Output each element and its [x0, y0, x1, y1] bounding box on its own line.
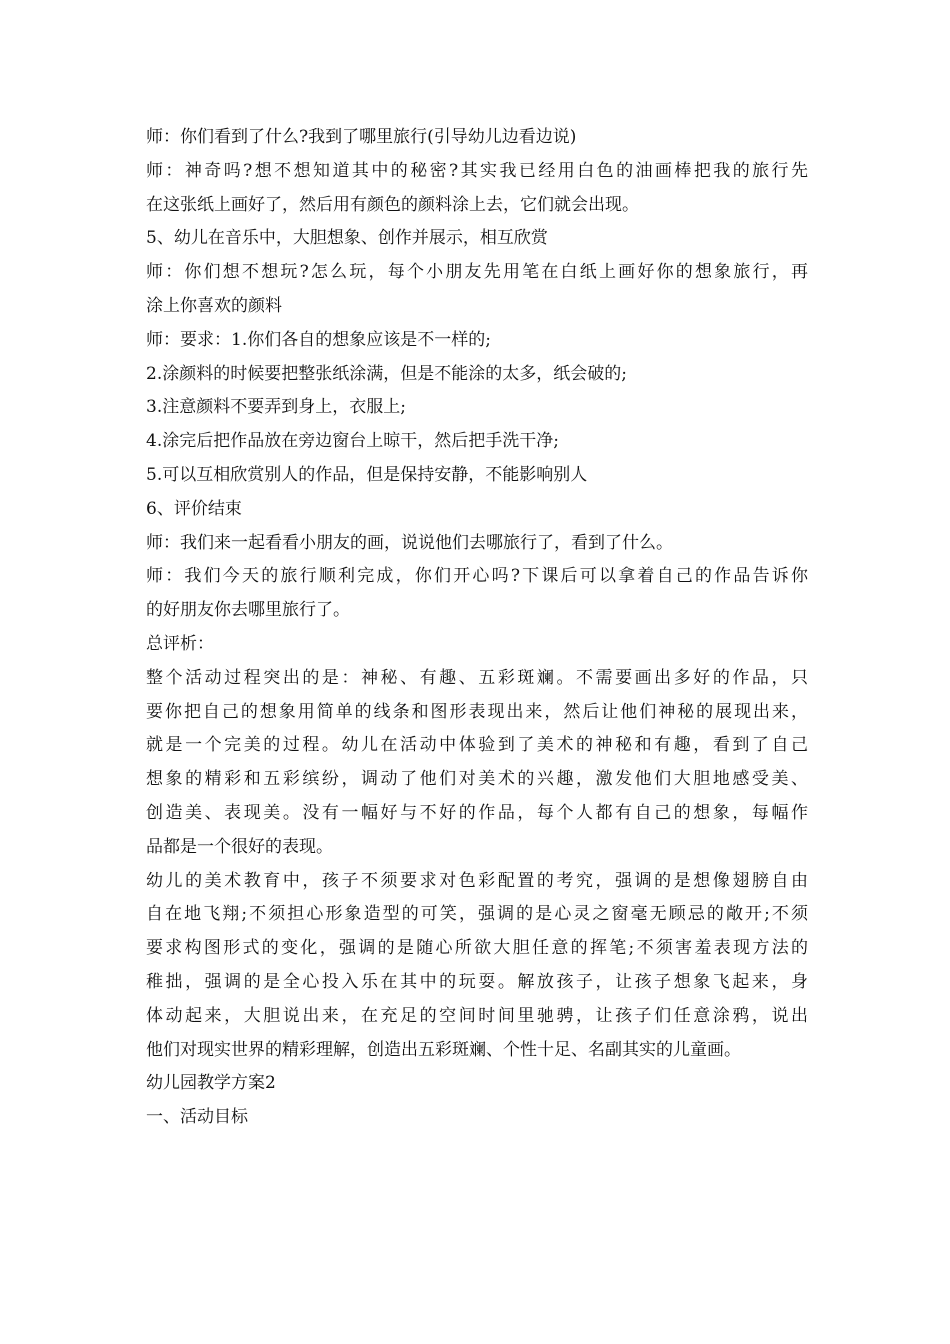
text-line: 品都是一个很好的表现。 [146, 836, 333, 857]
text-line: 要你把自己的想象用简单的线条和图形表现出来，然后让他们神秘的展现出来， [146, 701, 808, 722]
text-line: 师：要求：1.你们各自的想象应该是不一样的; [146, 329, 491, 350]
text-line: 师：我们今天的旅行顺利完成，你们开心吗?下课后可以拿着自己的作品告诉你 [146, 566, 808, 587]
text-line: 自在地飞翔;不须担心形象造型的可笑，强调的是心灵之窗毫无顾忌的敞开;不须 [146, 904, 808, 925]
text-line: 整个活动过程突出的是：神秘、有趣、五彩斑斓。不需要画出多好的作品，只 [146, 667, 808, 688]
section-heading: 总评析： [146, 633, 214, 654]
list-item: 5.可以互相欣赏别人的作品，但是保持安静，不能影响别人 [146, 464, 588, 485]
text-line: 师：我们来一起看看小朋友的画，说说他们去哪旅行了，看到了什么。 [146, 532, 673, 553]
text-line: 就是一个完美的过程。幼儿在活动中体验到了美术的神秘和有趣，看到了自己 [146, 735, 808, 756]
text-line: 体动起来，大胆说出来，在充足的空间时间里驰骋，让孩子们任意涂鸦，说出 [146, 1005, 808, 1026]
text-line: 的好朋友你去哪里旅行了。 [146, 600, 350, 621]
text-line: 幼儿的美术教育中，孩子不须要求对色彩配置的考究，强调的是想像翅膀自由 [146, 870, 808, 891]
text-line: 想象的精彩和五彩缤纷，调动了他们对美术的兴趣，激发他们大胆地感受美、 [146, 769, 808, 790]
list-item: 3.注意颜料不要弄到身上，衣服上; [146, 397, 406, 418]
text-line: 他们对现实世界的精彩理解，创造出五彩斑斓、个性十足、名副其实的儿童画。 [146, 1039, 741, 1060]
text-line: 师：你们看到了什么?我到了哪里旅行(引导幼儿边看边说) [146, 127, 577, 147]
document-page [146, 121, 808, 1135]
list-item: 2.涂颜料的时候要把整张纸涂满，但是不能涂的太多，纸会破的; [146, 363, 627, 384]
text-line: 师：你们想不想玩?怎么玩，每个小朋友先用笔在白纸上画好你的想象旅行，再 [146, 262, 808, 283]
text-line: 师：神奇吗?想不想知道其中的秘密?其实我已经用白色的油画棒把我的旅行先 [146, 160, 808, 181]
text-line: 创造美、表现美。没有一幅好与不好的作品，每个人都有自己的想象，每幅作 [146, 802, 808, 823]
section-heading: 5、幼儿在音乐中，大胆想象、创作并展示，相互欣赏 [146, 228, 548, 249]
text-line: 在这张纸上画好了，然后用有颜色的颜料涂上去，它们就会出现。 [146, 194, 639, 215]
list-item: 4.涂完后把作品放在旁边窗台上晾干，然后把手洗干净; [146, 431, 559, 452]
text-line: 稚拙，强调的是全心投入乐在其中的玩耍。解放孩子，让孩子想象飞起来，身 [146, 971, 808, 992]
text-line: 要求构图形式的变化，强调的是随心所欲大胆任意的挥笔;不须害羞表现方法的 [146, 938, 808, 959]
section-heading: 6、评价结束 [146, 498, 242, 519]
text-line: 涂上你喜欢的颜料 [146, 295, 282, 316]
section-heading: 一、活动目标 [146, 1107, 248, 1128]
section-heading: 幼儿园教学方案2 [146, 1073, 276, 1094]
